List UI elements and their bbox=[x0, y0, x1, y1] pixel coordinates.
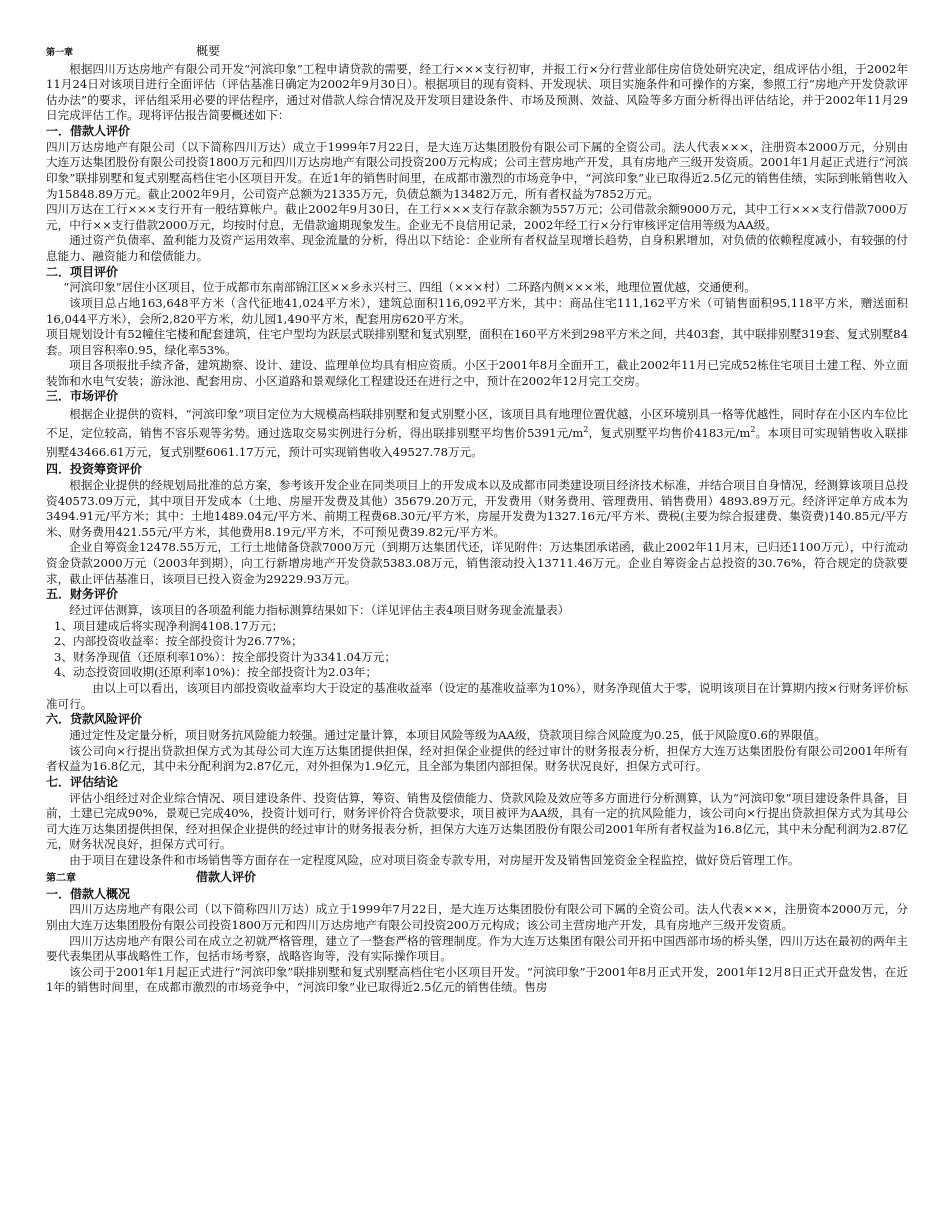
superscript: 2 bbox=[583, 425, 589, 435]
paragraph: 根据企业提供的经规划局批准的总方案，参考该开发企业在同类项目上的开发成本以及成都市同类建设项目经济技术标准，并结合项目自身情况，经测算该项目总投资40573.09万元，其中项目开发成本（土地、房屋开发费及其他）35679.20万元，开发费用（财务费用、管理费用、销售费用）4893.89万元。经济评定单方成本为3494.91元/平方米；其中：土地1489.04元/平方米、前期工程费68.30元/平方米，房屋开发费为1327.16元/平方米、费税(主要为综合报建费、集资费)140.85元/平方米、财务费用421.55元/平方米，其他费用8.19元/平方米，不可预见费39.82元/平方米。 bbox=[46, 478, 908, 539]
paragraph: 四川万达在工行×××支行开有一般结算帐户。截止2002年9月30日，在工行×××支行存款余额为557万元；公司借款余额9000万元，其中工行×××支行借款7000万元，中行××支行借款2000万元，均按时付息，无借款逾期现象发生。企业无不良信用记录，2002年经工行×分行审核评定信用等级为AA级。 bbox=[46, 202, 908, 232]
chapter-number: 第二章 bbox=[46, 872, 76, 884]
section-heading: 三．市场评价 bbox=[46, 389, 119, 404]
paragraph: “河滨印象”居住小区项目，位于成都市东南部锦江区××乡永兴村三、四组（×××村）二环路内侧×××米，地理位置优越，交通便利。 bbox=[63, 280, 756, 295]
chapter-title: 借款人评价 bbox=[196, 869, 257, 884]
section-heading: 一．借款人评价 bbox=[46, 123, 131, 138]
chapter-2-heading bbox=[46, 869, 908, 887]
section-heading: 七．评估结论 bbox=[46, 774, 119, 789]
paragraph: 四川万达房地产有限公司（以下简称四川万达）成立于1999年7月22日，是大连万达集团股份有限公司下属的全资公司。法人代表×××，注册资本2000万元，分别由大连万达集团股份有限公司投资1800万元和四川万达房地产有限公司投资200万元构成；该公司主营房地产开发，具有房地产三级开发资质。 bbox=[46, 902, 908, 932]
section-heading: 四．投资筹资评价 bbox=[46, 462, 143, 477]
text-run: 根据企业提供的资料，“河滨印象”项目定位为大规模高档联排别墅和复式别墅小区，该项目具有地理位置优越，小区环境别具一格等优越性，同时存在小区内车位比不足，定位较高，销售不容乐观等劣势。通过选取交易实例进行分析，得出联排别墅平均售价5391元/m bbox=[46, 407, 908, 441]
chapter-1-heading bbox=[46, 44, 908, 62]
market-paragraph bbox=[46, 405, 908, 462]
paragraph: 评估小组经过对企业综合情况、项目建设条件、投资估算，筹资、销售及偿债能力、贷款风险及效应等多方面进行分析测算，认为“河滨印象”项目建设条件具备，目前，土建已完成90%，景观已完成40%，投资计划可行，财务评价符合贷款要求，项目被评为AA级，具有一定的抗风险能力，该公司向×行提出贷款担保方式为其母公司大连万达集团提供担保，经对担保企业提供的经过审计的财务报表分析，担保方大连万达集团股份有限公司2001年所有者权益为16.8亿元，其中未分配利润为2.87亿元，财务状况良好，担保方式可行。 bbox=[46, 790, 908, 852]
text-run: 。本项目可实现销售收入联排别墅43466.61万元，复式别墅6061.17万元，预计可实现销售收入49527.78万元。 bbox=[46, 426, 908, 460]
list-item: 1、项目建成后将实现净利润4108.17万元； bbox=[54, 618, 284, 633]
paragraph: 四川万达房地产有限公司（以下简称四川万达）成立于1999年7月22日，是大连万达集团股份有限公司下属的全资公司。法人代表×××，注册资本2000万元，分别由大连万达集团股份有限公司投资1800万元和四川万达房地产有限公司投资200万元构成；公司主营房地产开发，具有房地产三级开发资质。2001年1月起正式进行“河滨印象”联排别墅和复式别墅高档住宅小区项目开发。在近1年的销售时间里，在成都市激烈的市场竞争中，“河滨印象”业已取得近2.5亿元的销售佳绩，实际到帐销售收入为15848.89万元。截止2002年9月，公司资产总额为21335万元，负债总额为13482万元，所有者权益为7852万元。 bbox=[46, 139, 908, 201]
list-item: 2、内部投资收益率：按全部投资计为26.77%； bbox=[54, 634, 303, 649]
paragraph: 由以上可以看出，该项目内部投资收益率均大于设定的基准收益率（设定的基准收益率为10%），财务净现值大于零，说明该项目在计算期内按×行财务评价标准可行。 bbox=[46, 680, 908, 711]
paragraph: 该公司向×行提出贷款担保方式为其母公司大连万达集团提供担保，经对担保企业提供的经过审计的财务报表分析，担保方大连万达集团股份有限公司2001年所有者权益为16.8亿元，其中未分配利润为2.87亿元，对外担保为1.9亿元，且全部为集团内部担保。财务状况良好，担保方式可行。 bbox=[46, 743, 908, 774]
chapter-number: 第一章 bbox=[46, 48, 74, 58]
paragraph: 该项目总占地163,648平方米（含代征地41,024平方米），建筑总面积116,092平方米，其中：商品住宅111,162平方米（可销售面积95,118平方米，赠送面积16,044平方米），会所2,820平方米，幼儿园1,490平方米，配套用房620平方米。 bbox=[46, 295, 908, 326]
paragraph: 四川万达房地产有限公司在成立之初就严格管理，建立了一整套严格的管理制度。作为大连万达集团有限公司开拓中国西部市场的桥头堡，四川万达在最初的两年主要代表集团从事战略性工作，包括市场考察，战略咨询等，没有实际操作项目。 bbox=[46, 933, 908, 964]
paragraph: 企业自筹资金12478.55万元，工行土地储备贷款7000万元（到期万达集团代还，详见附件：万达集团承诺函，截止2002年11月末，已归还1100万元），中行流动资金贷款2000万元（2003年到期），向工行新增房地产开发贷款5383.08万元，销售滚动投入13711.46万元。企业自筹资金占总投资的30.76%，符合规定的贷款要求，截止评估基准日，该项目已投入资金为29229.93万元。 bbox=[46, 540, 908, 586]
paragraph: 由于项目在建设条件和市场销售等方面存在一定程度风险，应对项目资金专款专用，对房屋开发及销售回笼资金全程监控，做好贷后管理工作。 bbox=[69, 852, 800, 867]
superscript: 2 bbox=[750, 425, 756, 435]
chapter-title: 概要 bbox=[196, 44, 221, 58]
section-heading: 二．项目评价 bbox=[46, 264, 119, 279]
paragraph: 通过定性及定量分析，项目财务抗风险能力较强。通过定量计算，本项目风险等级为AA级，贷款项目综合风险度为0.25，低于风险度0.6的界限值。 bbox=[69, 727, 826, 742]
text-run: ，复式别墅平均售价4183元/m bbox=[588, 426, 751, 441]
intro-paragraph: 根据四川万达房地产有限公司开发“河滨印象”工程申请贷款的需要，经工行×××支行初审，并报工行×分行营业部住房信贷处研究决定，组成评估小组，于2002年11月24日对该项目进行全面评估（评估基准日确定为2002年9月30日）。根据项目的现有资料、开发现状、项目实施条件和可操作的方案，参照工行“房地产开发贷款评估办法”的要求，评估组采用必要的评估程序，通过对借款人综合情况及开发项目建设条件、市场及预测、效益、风险等多方面分析得出评估结论，并于2002年11月29日完成评估工作。现将评估报告简要概述如下： bbox=[46, 61, 908, 123]
paragraph: 项目各项报批手续齐备，建筑勘察、设计、建设、监理单位均具有相应资质。小区于2001年8月全面开工，截止2002年11月已完成52栋住宅项目土建工程、外立面装饰和水电气安装；游泳池、配套用房、小区道路和景观绿化工程建设还在进行之中，预计在2002年12月完工交房。 bbox=[46, 358, 908, 388]
section-heading: 一．借款人概况 bbox=[46, 886, 131, 901]
document-page bbox=[46, 44, 908, 996]
paragraph: 该公司于2001年1月起正式进行“河滨印象”联排别墅和复式别墅高档住宅小区项目开发。“河滨印象”于2001年8月正式开发，2001年12月8日正式开盘发售，在近1年的销售时间里，在成都市激烈的市场竞争中，“河滨印象”业已取得近2.5亿元的销售佳绩。售房 bbox=[46, 964, 908, 995]
list-item: 4、动态投资回收期(还原利率10%)：按全部投资计为2.03年； bbox=[54, 665, 378, 680]
paragraph: 项目规划设计有52幢住宅楼和配套建筑，住宅户型均为跃层式联排别墅和复式别墅，面积在160平方米到298平方米之间，共403套，其中联排别墅319套、复式别墅84套。项目容积率0.95，绿化率53%。 bbox=[46, 327, 908, 357]
section-heading: 五．财务评价 bbox=[46, 587, 119, 602]
paragraph: 通过资产负债率、盈利能力及资产运用效率、现金流量的分析，得出以下结论：企业所有者权益呈现增长趋势，自身积累增加，对负债的依赖程度减小，有较强的付息能力、融资能力和偿债能力。 bbox=[46, 233, 908, 263]
section-heading: 六．贷款风险评价 bbox=[46, 712, 143, 727]
paragraph: 经过评估测算，该项目的各项盈利能力指标测算结果如下：（详见评估主表4项目财务现金流量表） bbox=[69, 603, 570, 618]
list-item: 3、财务净现值（还原利率10%）：按全部投资计为3341.04万元； bbox=[54, 649, 396, 664]
